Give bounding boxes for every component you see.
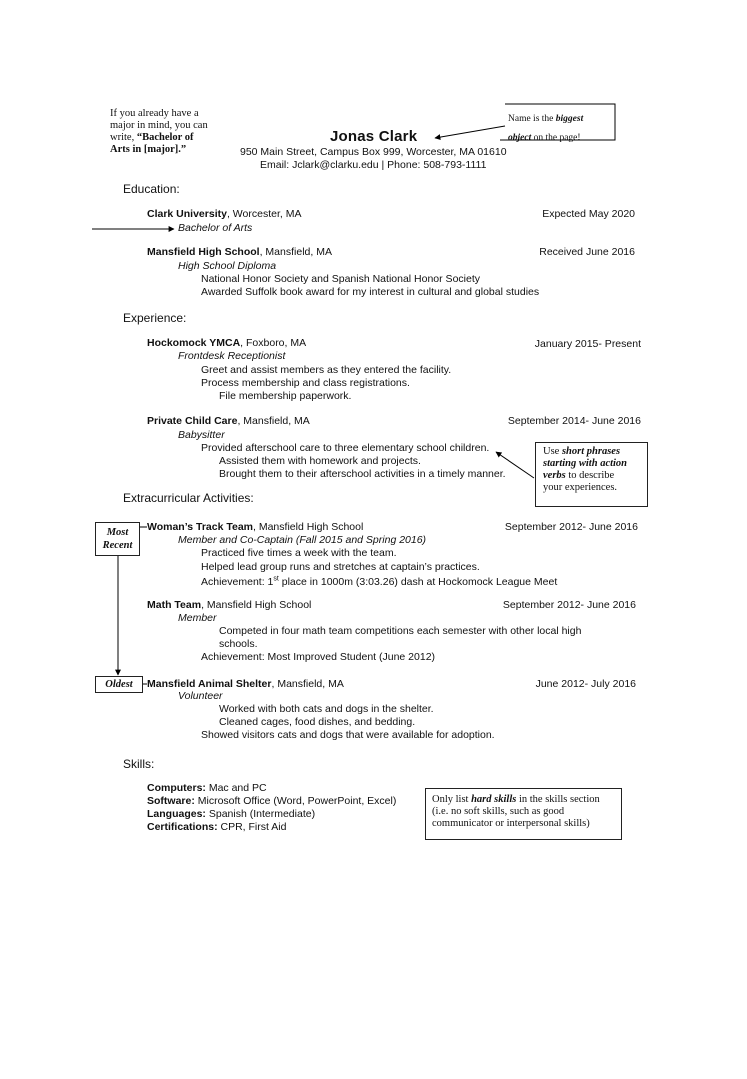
activity-role: Member <box>178 612 217 624</box>
skill-item: Software: Microsoft Office (Word, PowerPoint, Excel) <box>147 795 397 807</box>
arrow-to-experience <box>496 452 534 478</box>
experience-date: September 2014- June 2016 <box>507 415 641 427</box>
arrow-to-name <box>435 126 505 138</box>
activity-detail: Cleaned cages, food dishes, and bedding. <box>219 716 416 728</box>
activity-date: September 2012- June 2016 <box>502 599 636 611</box>
activity-detail: Worked with both cats and dogs in the shelter. <box>219 703 434 715</box>
note-name-box <box>500 104 615 140</box>
education-degree: High School Diploma <box>178 260 277 272</box>
experience-detail: Assisted them with homework and projects. <box>219 455 421 467</box>
note-name-size: Name is the biggest object on the page! <box>508 114 584 143</box>
education-entry: Clark University, Worcester, MA <box>147 208 302 220</box>
education-entry: Mansfield High School, Mansfield, MA <box>147 246 332 258</box>
section-heading-education: Education: <box>123 182 180 196</box>
note-short-phrases: Use short phrases starting with action verbs to describe your experiences. <box>535 442 648 507</box>
activity-role: Volunteer <box>178 690 223 702</box>
activity-detail: schools. <box>219 638 258 650</box>
experience-detail: Provided afterschool care to three elementary school children. <box>201 442 490 454</box>
experience-detail: Brought them to their afterschool activities in a timely manner. <box>219 468 506 480</box>
experience-role: Babysitter <box>178 429 225 441</box>
tag-most-recent: Most Recent <box>95 522 140 556</box>
experience-entry: Private Child Care, Mansfield, MA <box>147 415 310 427</box>
experience-entry: Hockomock YMCA, Foxboro, MA <box>147 337 307 349</box>
skill-item: Certifications: CPR, First Aid <box>147 821 287 833</box>
note-major: If you already have a major in mind, you can write, “Bachelor of Arts in [major].” <box>110 108 208 155</box>
activity-date: September 2012- June 2016 <box>504 521 638 533</box>
activity-detail: Showed visitors cats and dogs that were available for adoption. <box>201 729 495 741</box>
activity-role: Member and Co-Captain (Fall 2015 and Spring 2016) <box>178 534 427 546</box>
activity-detail: Helped lead group runs and stretches at captain’s practices. <box>201 561 480 573</box>
education-degree: Bachelor of Arts <box>178 222 253 234</box>
section-heading-activities: Extracurricular Activities: <box>123 491 254 505</box>
experience-role: Frontdesk Receptionist <box>178 350 286 362</box>
experience-detail: File membership paperwork. <box>219 390 352 402</box>
activity-detail: Practiced five times a week with the team. <box>201 547 397 559</box>
candidate-name: Jonas Clark <box>330 128 418 145</box>
experience-detail: Process membership and class registrations. <box>201 377 410 389</box>
activity-detail: Competed in four math team competitions each semester with other local high <box>219 625 582 637</box>
experience-detail: Greet and assist members as they entered the facility. <box>201 364 452 376</box>
education-detail: Awarded Suffolk book award for my interest in cultural and global studies <box>201 286 540 298</box>
activity-achievement: Achievement: Most Improved Student (June 2012) <box>201 651 436 663</box>
contact-info: Email: Jclark@clarku.edu | Phone: 508-793-1111 <box>260 159 487 171</box>
activity-entry: Mansfield Animal Shelter, Mansfield, MA <box>147 678 344 690</box>
tag-oldest: Oldest <box>95 676 143 693</box>
skill-item: Computers: Mac and PC <box>147 782 267 794</box>
experience-date: January 2015- Present <box>534 338 641 350</box>
skill-item: Languages: Spanish (Intermediate) <box>147 808 316 820</box>
note-hard-skills: Only list hard skills in the skills section (i.e. no soft skills, such as good communicator or interpersonal skills) <box>425 788 622 840</box>
education-detail: National Honor Society and Spanish National Honor Society <box>201 273 480 285</box>
section-heading-experience: Experience: <box>123 311 187 325</box>
address: 950 Main Street, Campus Box 999, Worcester, MA 01610 <box>240 146 507 158</box>
activity-achievement: Achievement: 1st place in 1000m (3:03.26) dash at Hockomock League Meet <box>201 575 558 588</box>
activity-date: June 2012- July 2016 <box>535 678 636 690</box>
activity-entry: Woman’s Track Team, Mansfield High School <box>147 521 364 533</box>
section-heading-skills: Skills: <box>123 757 155 771</box>
activity-entry: Math Team, Mansfield High School <box>147 599 312 611</box>
education-date: Received June 2016 <box>539 246 635 258</box>
education-date: Expected May 2020 <box>542 208 635 220</box>
